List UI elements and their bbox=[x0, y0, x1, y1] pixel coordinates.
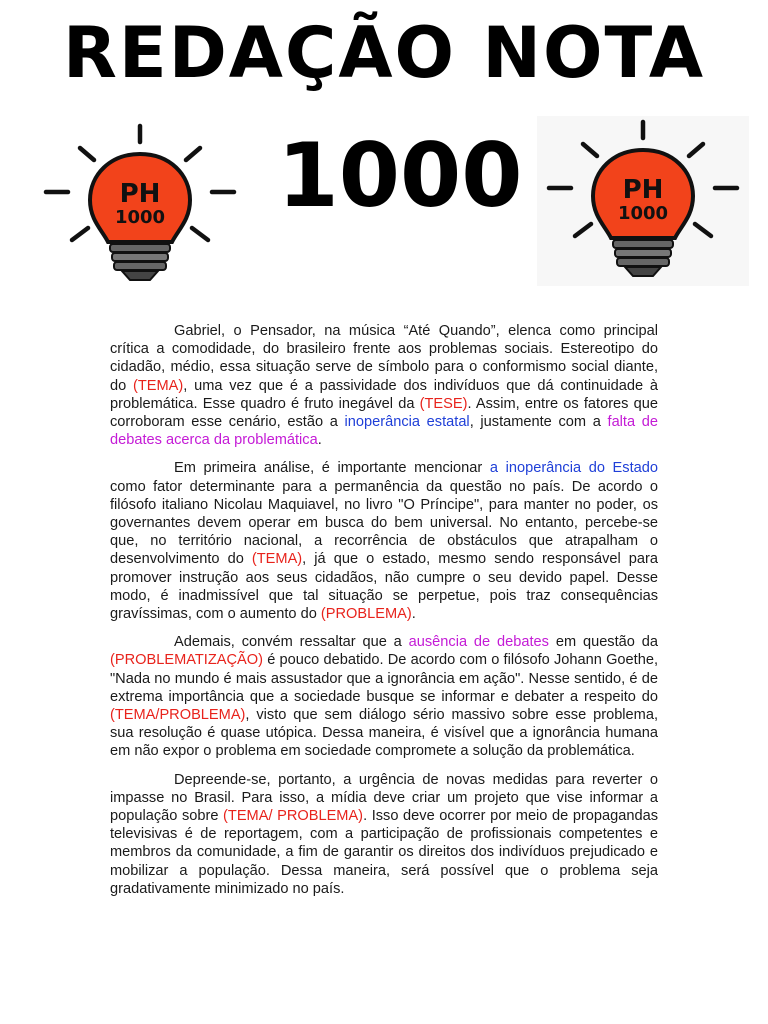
ph1000-logo-right bbox=[537, 116, 749, 286]
highlight-problematizacao: (PROBLEMATIZAÇÃO) bbox=[110, 652, 263, 669]
logo-text-top: PH bbox=[119, 179, 161, 209]
highlight-tema: (TEMA) bbox=[133, 377, 184, 394]
essay-paragraph-intro: Gabriel, o Pensador, na música “Até Quando”, elenca como principal crítica a comodidade, do brasileiro frente aos problemas sociais. Estereotipo do cidadão, médio, essa situação serve de símbolo para o conformismo social diante, do (TEMA), uma vez que é a passividade dos indivíduos que dá continuidade à problemática. Esse quadro é fruto inegável da (TESE). Assim, entre os fatores que corroboram esse cenário, estão a inoperância estatal, justamente com a falta de debates acerca da problemática. bbox=[110, 323, 659, 449]
lightbulb-icon bbox=[537, 116, 749, 286]
logo-text-bottom: 1000 bbox=[114, 207, 166, 228]
essay-body bbox=[110, 322, 658, 908]
highlight-tema: (TEMA) bbox=[251, 551, 303, 568]
essay-paragraph-conclusion: Depreende-se, portanto, a urgência de novas medidas para reverter o impasse no Brasil. Para isso, a mídia deve criar um projeto que vise informar a população sobre (TEMA/ PROBLEMA). Isso deve ocorrer por meio de propagandas televisivas é de reportagem, com a participação de profissionais competentes e membros da comunidade, a fim de garantir os direitos dos indivíduos prejudicado e mobilizar a população. Dessa maneira, será possível que o problema seja gradativamente minimizado no país. bbox=[110, 771, 659, 897]
logo-text-bottom: 1000 bbox=[617, 203, 669, 224]
page-title-number: 1000 bbox=[277, 124, 523, 227]
ph1000-logo-left bbox=[40, 120, 240, 290]
highlight-inoperancia: a inoperância do Estado bbox=[489, 460, 658, 477]
page-title: REDAÇÃO NOTA bbox=[62, 12, 705, 94]
essay-paragraph-dev2: Ademais, convém ressaltar que a ausência de debates em questão da (PROBLEMATIZAÇÃO) é pouco debatido. De acordo com o filósofo Johann Goethe, "Nada no mundo é mais assustador que a ignorância em ação". Nesse sentido, é de extrema importância que a sociedade busque se informar e debater a respeito do (TEMA/PROBLEMA), visto que sem diálogo sério massivo sobre esse problema, sua resolução é quase utópica. Dessa maneira, é visível que a ignorância humana em não expor o problema em sociedade compromete a solução da problemática. bbox=[110, 634, 658, 760]
highlight-problema: (PROBLEMA) bbox=[320, 606, 412, 623]
logo-text-top: PH bbox=[622, 175, 664, 205]
highlight-debates: ausência de debates bbox=[408, 634, 549, 651]
highlight-inoperancia: inoperância estatal bbox=[344, 414, 470, 431]
highlight-tese: (TESE) bbox=[419, 395, 468, 412]
highlight-debates: falta de debates acerca da problemática bbox=[110, 414, 659, 449]
highlight-tema-problema: (TEMA/PROBLEMA) bbox=[110, 707, 246, 724]
essay-paragraph-dev1: Em primeira análise, é importante mencionar a inoperância do Estado como fator determinante para a permanência da questão no país. De acordo o filósofo italiano Nicolau Maquiavel, no livro "O Príncipe", para manter no poder, os governantes devem operar em busca do bem universal. No entanto, percebe-se que, no território nacional, a recorrência de obstáculos que atrapalham o desenvolvimento do (TEMA), já que o estado, mesmo sendo responsável para promover instrução aos seus cidadãos, não cumpre o seu devido papel. Desse modo, é inadmissível que tal situação se perpetue, pois traz consequências gravíssimas, com o aumento do (PROBLEMA). bbox=[110, 460, 659, 623]
highlight-tema-problema: (TEMA/ PROBLEMA) bbox=[223, 808, 364, 825]
lightbulb-icon bbox=[40, 120, 240, 290]
